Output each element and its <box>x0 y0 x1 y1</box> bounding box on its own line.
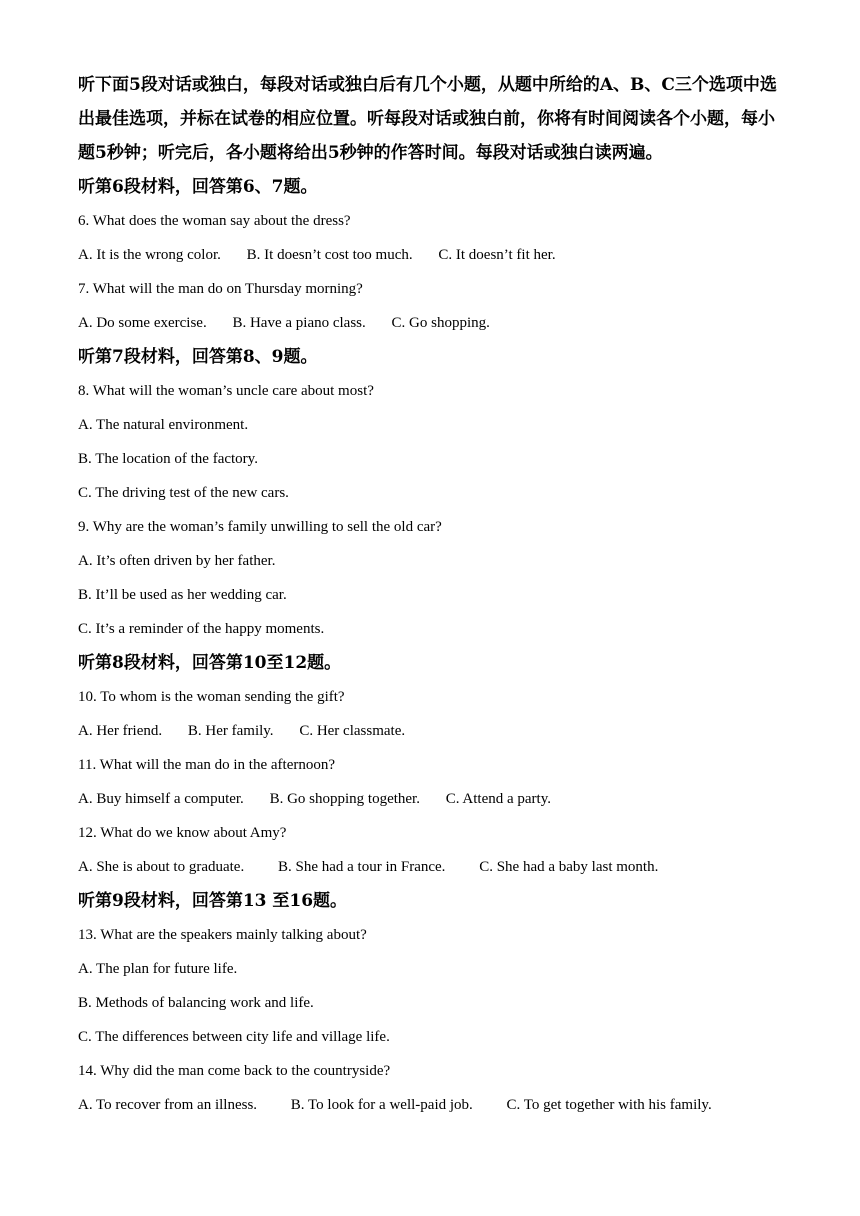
option-9b: B. It’ll be used as her wedding car. <box>78 587 287 603</box>
option-13a: A. The plan for future life. <box>78 961 238 977</box>
option-9c: C. It’s a reminder of the happy moments. <box>78 621 325 637</box>
section-heading-8: 听第8段材料，回答第10至12题。 <box>78 653 342 673</box>
option-12c: C. She had a baby last month. <box>479 859 659 875</box>
question-9: 9. Why are the woman’s family unwilling to sell the old car? <box>78 519 442 535</box>
option-12a: A. She is about to graduate. <box>78 859 245 875</box>
options-10 <box>78 714 778 748</box>
option-9a: A. It’s often driven by her father. <box>78 553 276 569</box>
option-14a: A. To recover from an illness. <box>78 1097 258 1113</box>
options-11 <box>78 782 778 816</box>
option-6c: C. It doesn’t fit her. <box>438 247 556 263</box>
options-7 <box>78 306 778 340</box>
option-10a: A. Her friend. <box>78 723 163 739</box>
exam-page <box>78 68 778 1122</box>
option-11a: A. Buy himself a computer. <box>78 791 244 807</box>
option-10c: C. Her classmate. <box>299 723 406 739</box>
question-12: 12. What do we know about Amy? <box>78 825 287 841</box>
option-14c: C. To get together with his family. <box>506 1097 712 1113</box>
option-7a: A. Do some exercise. <box>78 315 207 331</box>
option-14b: B. To look for a well-paid job. <box>290 1097 473 1113</box>
option-8b: B. The location of the factory. <box>78 451 258 467</box>
question-13: 13. What are the speakers mainly talking about? <box>78 927 367 943</box>
option-12b: B. She had a tour in France. <box>277 859 446 875</box>
option-11c: C. Attend a party. <box>445 791 551 807</box>
option-10b: B. Her family. <box>187 723 274 739</box>
option-8a: A. The natural environment. <box>78 417 249 433</box>
option-13c: C. The differences between city life and village life. <box>78 1029 390 1045</box>
section-heading-6: 听第6段材料，回答第6、7题。 <box>78 177 318 197</box>
option-7c: C. Go shopping. <box>391 315 490 331</box>
question-6: 6. What does the woman say about the dress? <box>78 213 351 229</box>
option-8c: C. The driving test of the new cars. <box>78 485 289 501</box>
question-14: 14. Why did the man come back to the countryside? <box>78 1063 391 1079</box>
section-heading-7: 听第7段材料，回答第8、9题。 <box>78 347 318 367</box>
section-heading-9: 听第9段材料，回答第13 至16题。 <box>78 891 348 911</box>
option-13b: B. Methods of balancing work and life. <box>78 995 314 1011</box>
question-8: 8. What will the woman’s uncle care about most? <box>78 383 374 399</box>
options-6 <box>78 238 778 272</box>
question-10: 10. To whom is the woman sending the gift? <box>78 689 345 705</box>
option-6b: B. It doesn’t cost too much. <box>246 247 413 263</box>
option-7b: B. Have a piano class. <box>232 315 366 331</box>
option-6a: A. It is the wrong color. <box>78 247 221 263</box>
question-11: 11. What will the man do in the afternoon? <box>78 757 336 773</box>
question-7: 7. What will the man do on Thursday morning? <box>78 281 363 297</box>
instructions: 听下面5段对话或独白，每段对话或独白后有几个小题，从题中所给的A、B、C三个选项中选出最佳选项，并标在试卷的相应位置。听每段对话或独白前，你将有时间阅读各个小题，每小题5秒钟；听完后，各小题将给出5秒钟的作答时间。每段对话或独白读两遍。 <box>78 75 777 163</box>
options-14 <box>78 1088 778 1122</box>
options-12 <box>78 850 778 884</box>
option-11b: B. Go shopping together. <box>269 791 420 807</box>
